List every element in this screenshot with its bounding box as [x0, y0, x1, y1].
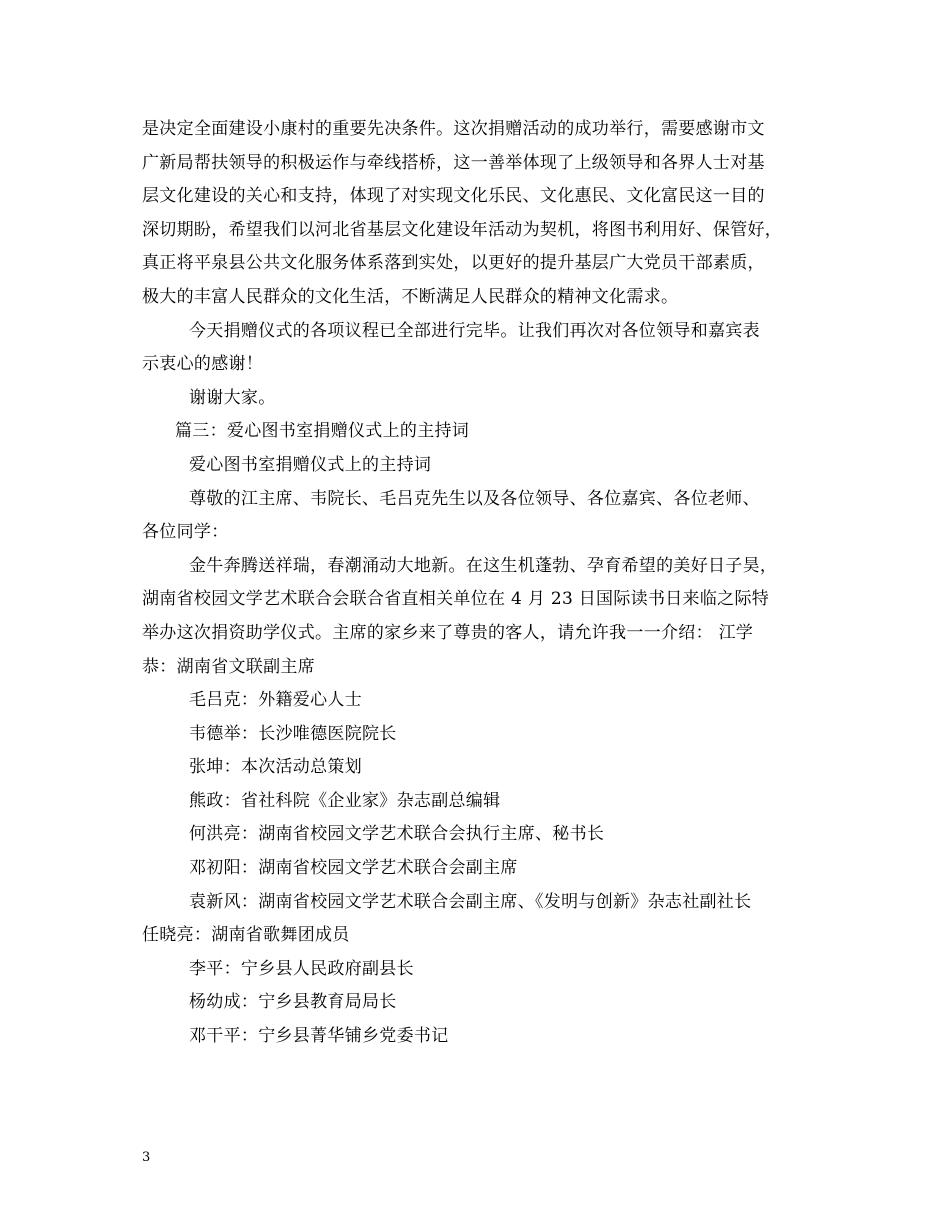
text-line: 各位同学：: [142, 522, 229, 543]
text-line: 爱心图书室捐赠仪式上的主持词: [189, 454, 432, 475]
text-line: 湖南省校园文学艺术联合会联合省直相关单位在 4 月 23 日国际读书日来临之际特: [142, 589, 770, 610]
text-line: 李平：宁乡县人民政府副县长: [189, 958, 414, 979]
text-line: 张坤：本次活动总策划: [189, 757, 362, 778]
text-line: 示衷心的感谢！: [142, 354, 264, 375]
text-line: 极大的丰富人民群众的文化生活，不断满足人民群众的精神文化需求。: [142, 286, 679, 307]
text-line: 深切期盼，希望我们以河北省基层文化建设年活动为契机，将图书利用好、保管好，: [142, 219, 783, 240]
text-line: 尊敬的江主席、韦院长、毛吕克先生以及各位领导、各位嘉宾、各位老师、: [189, 488, 760, 509]
text-line: 熊政：省社科院《企业家》杂志副总编辑: [189, 790, 501, 811]
text-line: 毛吕克：外籍爱心人士: [189, 690, 362, 711]
page-number: 3: [142, 1150, 151, 1165]
text-line: 今天捐赠仪式的各项议程已全部进行完毕。让我们再次对各位领导和嘉宾表: [189, 320, 760, 341]
text-line: 恭：湖南省文联副主席: [142, 656, 315, 677]
text-line: 是决定全面建设小康村的重要先决条件。这次捐赠活动的成功举行，需要感谢市文: [142, 119, 765, 139]
text-line: 金牛奔腾送祥瑞，春潮涌动大地新。在这生机蓬勃、孕育希望的美好日子昊，: [189, 555, 778, 576]
text-line: 何洪亮：湖南省校园文学艺术联合会执行主席、秘书长: [189, 824, 605, 845]
text-line: 真正将平泉县公共文化服务体系落到实处，以更好的提升基层广大党员干部素质，: [142, 253, 765, 274]
text-line: 袁新风：湖南省校园文学艺术联合会副主席、《发明与创新》杂志社副社长: [189, 891, 752, 912]
text-line: 邓干平：宁乡县菁华铺乡党委书记: [189, 1026, 449, 1047]
text-line: 谢谢大家。: [189, 387, 276, 408]
text-line: 篇三：爱心图书室捐赠仪式上的主持词: [175, 421, 470, 442]
text-line: 杨幼成：宁乡县教育局局长: [189, 992, 397, 1013]
text-line: 韦德举：长沙唯德医院院长: [189, 723, 397, 744]
text-line: 邓初阳：湖南省校园文学艺术联合会副主席: [189, 858, 518, 879]
text-line: 举办这次捐资助学仪式。主席的家乡来了尊贵的客人，请允许我一一介绍： 江学: [142, 622, 754, 643]
body-text: [142, 113, 822, 1054]
text-line: 层文化建设的关心和支持，体现了对实现文化乐民、文化惠民、文化富民这一目的: [142, 186, 765, 207]
text-line: 广新局帮扶领导的积极运作与牵线搭桥，这一善举体现了上级领导和各界人士对基: [142, 152, 765, 173]
text-line: 任晓亮：湖南省歌舞团成员: [142, 925, 350, 946]
